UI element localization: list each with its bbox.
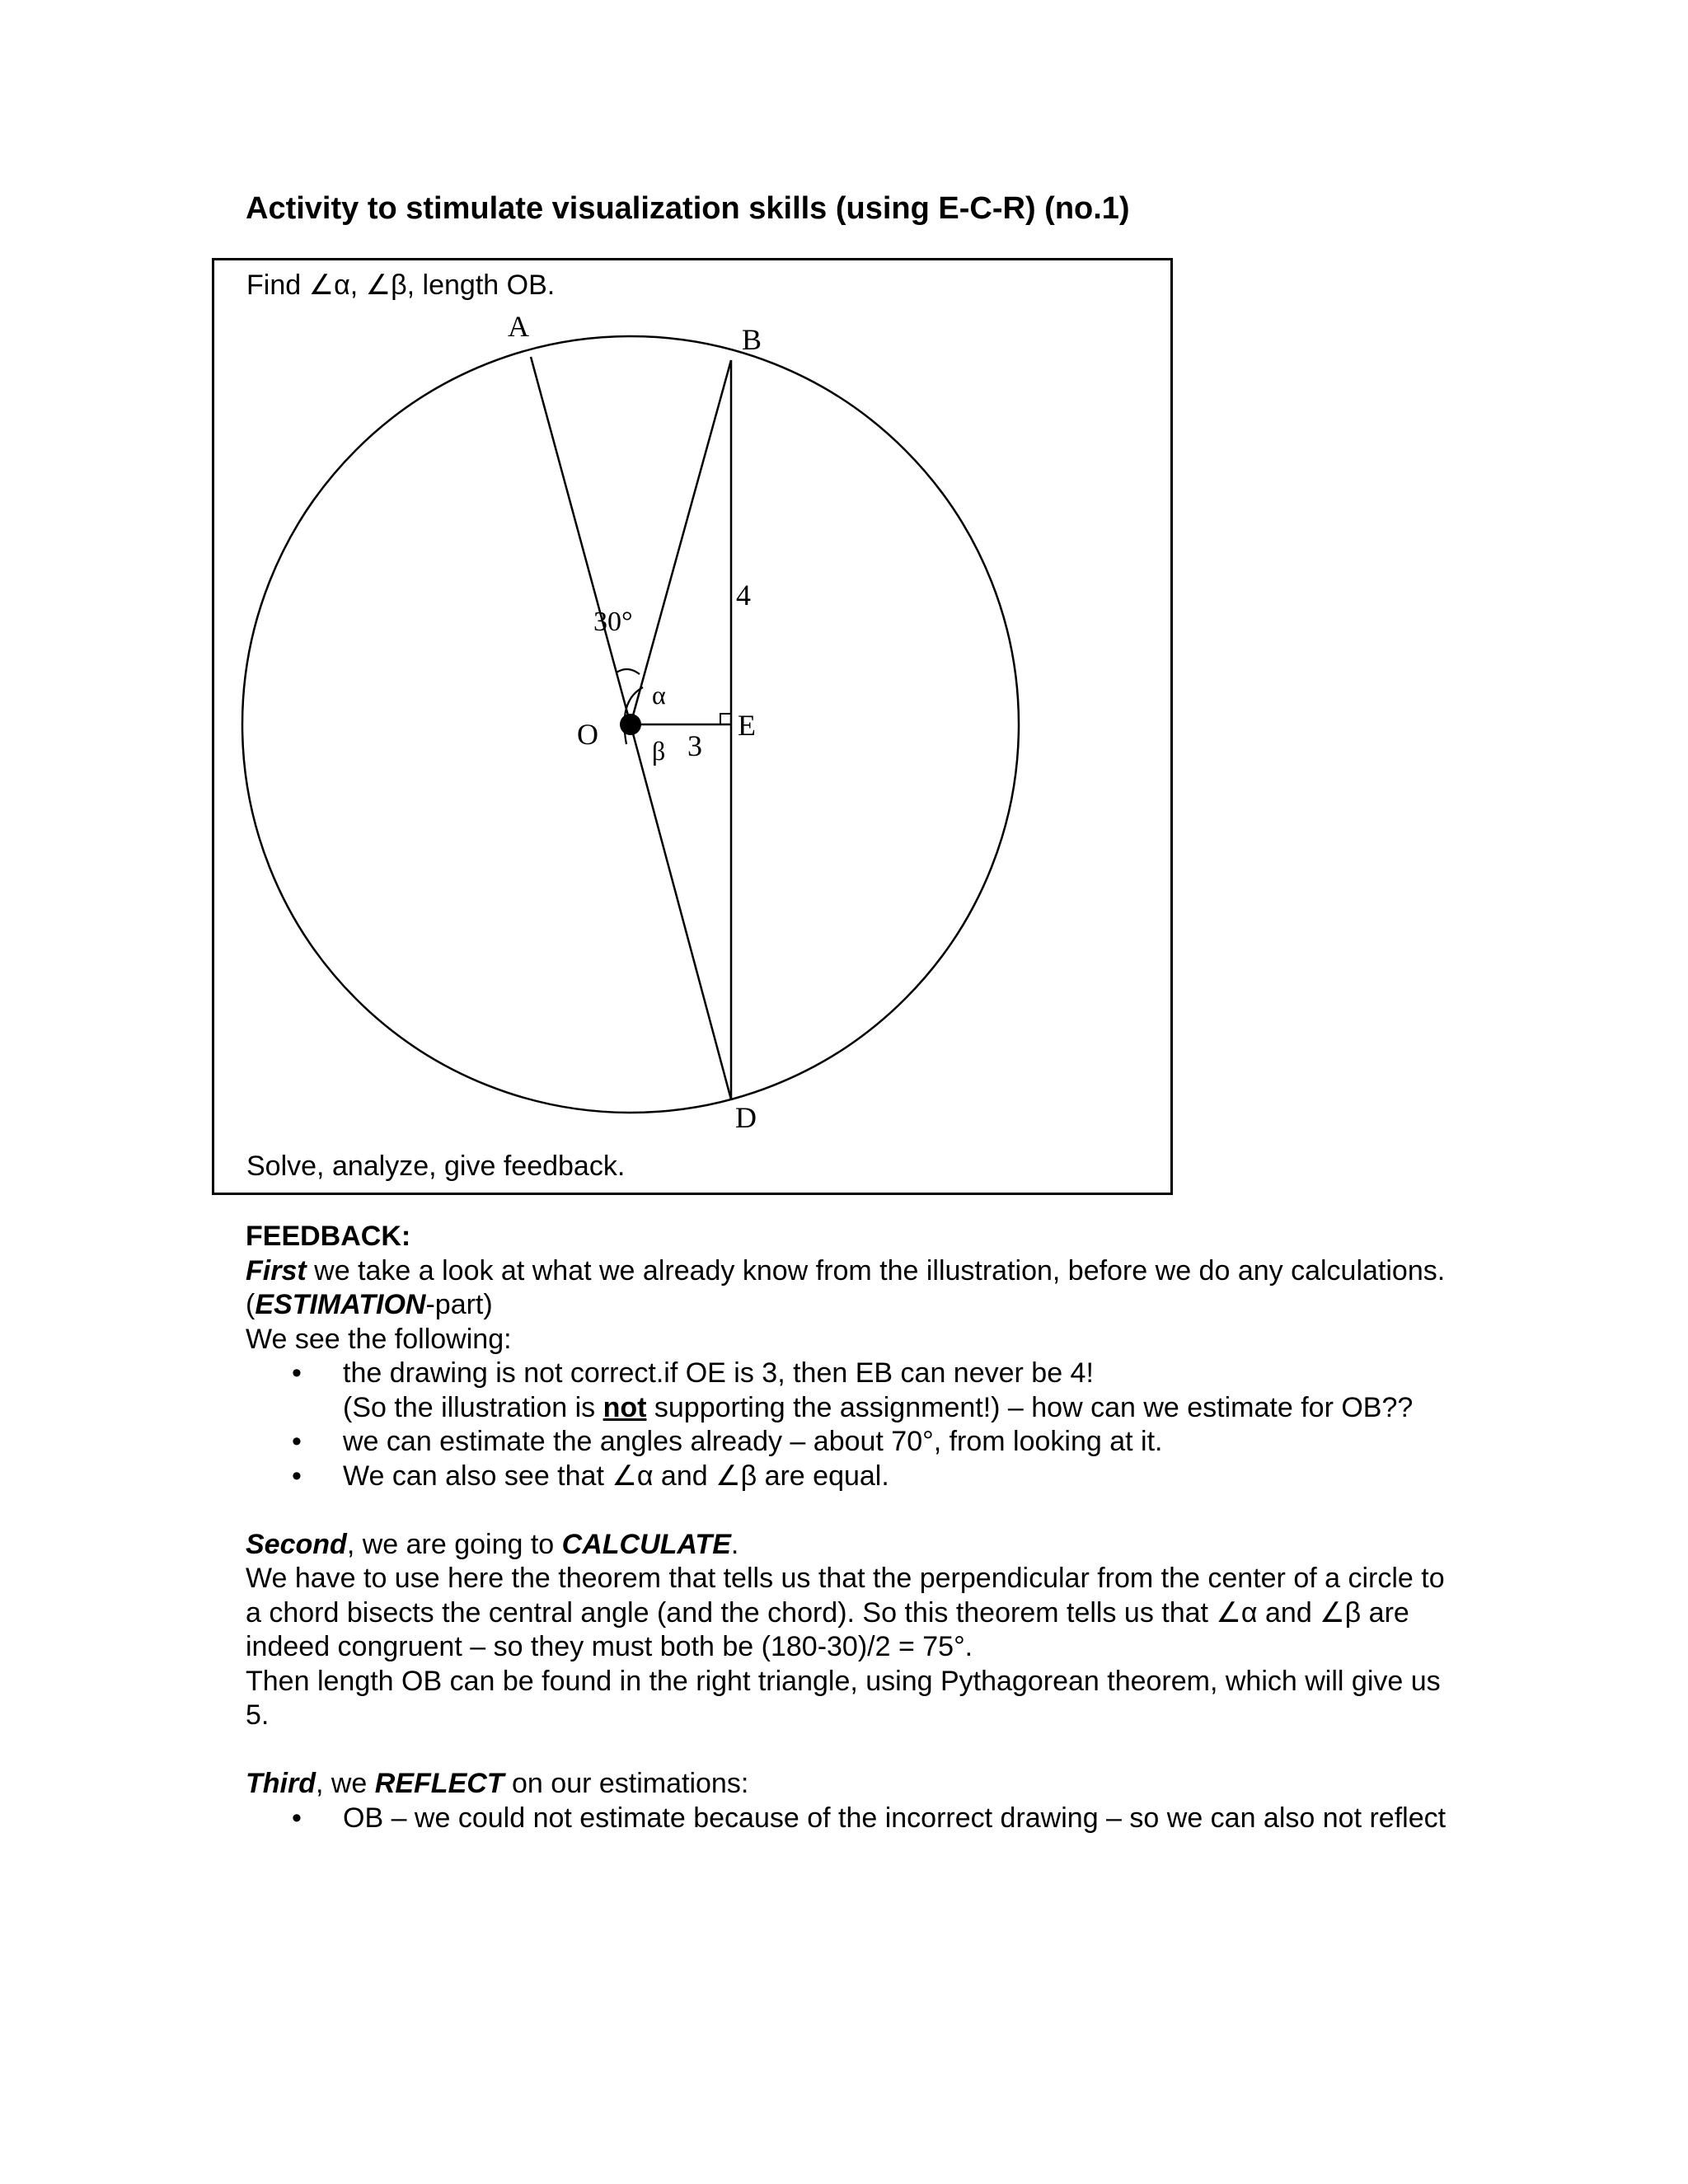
- second-paragraph-1: We have to use here the theorem that tells us that the perpendicular from the center of a circle to a chord bisects the central angle (and the chord). So this theorem tells us that ∠α and ∠β are indeed congruent – so they must both be (180-30)/2 = 75°.: [246, 1563, 1445, 1662]
- second-heading: Second, we are going to CALCULATE.: [246, 1528, 739, 1560]
- list-item: • the drawing is not correct.if OE is 3, then EB can never be 4! (So the illustration is not supporting the assignment!) – how can we estimate for OB??: [292, 1357, 1414, 1423]
- third-heading: Third, we REFLECT on our estimations:: [246, 1768, 749, 1799]
- arc-30-degree: [617, 669, 640, 674]
- reflect-list: [246, 1802, 1449, 1836]
- label-B: B: [742, 323, 762, 356]
- page-title: Activity to stimulate visualization skills (using E-C-R) (no.1): [246, 191, 1130, 226]
- list-item: • we can estimate the angles already – about 70°, from looking at it.: [246, 1425, 1449, 1460]
- bullet-icon: •: [292, 1357, 302, 1389]
- bullet-icon: •: [292, 1460, 302, 1492]
- first-paragraph: First we take a look at what we already know from the illustration, before we do any calculations. (ESTIMATION-part): [246, 1254, 1446, 1320]
- feedback-section: [246, 1220, 1449, 1835]
- label-angle-30: 30°: [593, 607, 633, 637]
- label-E: E: [738, 709, 756, 742]
- second-paragraph-2: Then length OB can be found in the right triangle, using Pythagorean theorem, which will give us 5.: [246, 1665, 1441, 1731]
- center-point-O: [620, 714, 641, 735]
- figure-footer: Solve, analyze, give feedback.: [246, 1151, 626, 1182]
- label-O: O: [577, 718, 598, 751]
- label-beta: β: [652, 736, 666, 766]
- right-angle-marker: [720, 714, 731, 724]
- bullet-icon: •: [292, 1426, 302, 1457]
- bullet-icon: •: [292, 1802, 302, 1834]
- label-length-4: 4: [736, 579, 751, 612]
- we-see-line: We see the following:: [246, 1323, 512, 1355]
- list-item: • We can also see that ∠α and ∠β are equal.: [246, 1460, 1449, 1494]
- circle-diagram: [214, 260, 1170, 1193]
- segment-OB: [631, 360, 731, 724]
- estimation-list: [246, 1357, 1449, 1493]
- label-A: A: [508, 310, 529, 343]
- label-D: D: [735, 1101, 757, 1134]
- figure-prompt: Find ∠α, ∠β, length OB.: [246, 269, 556, 301]
- label-alpha: α: [652, 680, 666, 710]
- segment-OA: [531, 357, 631, 724]
- segment-OD: [631, 724, 731, 1099]
- figure-box: [212, 258, 1173, 1195]
- feedback-heading: FEEDBACK:: [246, 1221, 411, 1252]
- list-item: • OB – we could not estimate because of the incorrect drawing – so we can also not reflect: [246, 1802, 1449, 1836]
- label-length-3: 3: [687, 729, 702, 762]
